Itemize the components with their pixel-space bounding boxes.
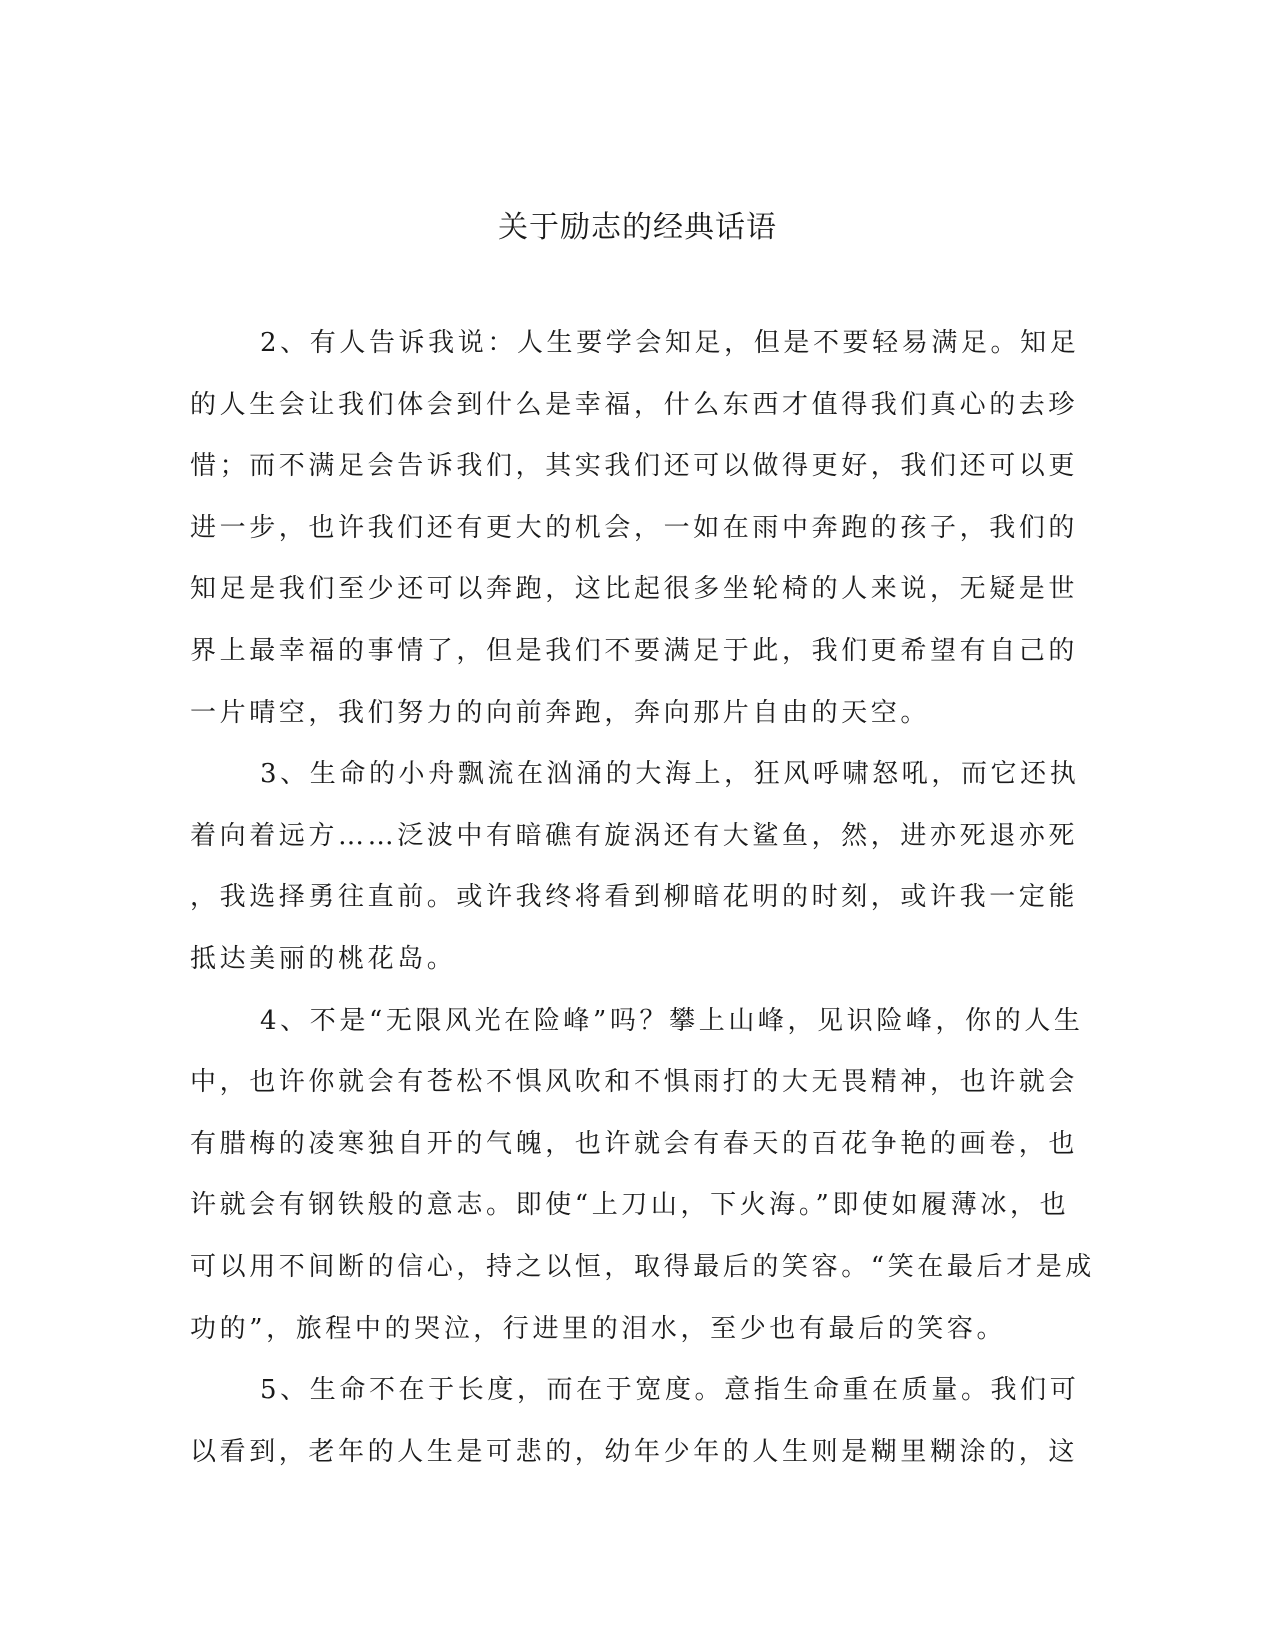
paragraph-2-line: 进一步，也许我们还有更大的机会，一如在雨中奔跑的孩子，我们的 (190, 512, 1079, 543)
paragraph-2-line: 惜；而不满足会告诉我们，其实我们还可以做得更好，我们还可以更 (190, 451, 1079, 482)
paragraph-5-line: 5、生命不在于长度，而在于宽度。意指生命重在质量。我们可 (260, 1375, 1080, 1406)
paragraph-3-line: 抵达美丽的桃花岛。 (190, 943, 457, 974)
paragraph-4-line: 许就会有钢铁般的意志。即使“上刀山，下火海。”即使如履薄冰，也 (190, 1190, 1070, 1221)
paragraph-4-line: 4、不是“无限风光在险峰”吗？攀上山峰，见识险峰，你的人生 (260, 1005, 1084, 1036)
document-title: 关于励志的经典话语 (498, 210, 777, 245)
paragraph-2-line: 知足是我们至少还可以奔跑，这比起很多坐轮椅的人来说，无疑是世 (190, 574, 1079, 605)
paragraph-2-line: 一片晴空，我们努力的向前奔跑，奔向那片自由的天空。 (190, 697, 931, 728)
paragraph-3-line: 着向着远方……泛波中有暗礁有旋涡还有大鲨鱼，然，进亦死退亦死 (190, 820, 1079, 851)
paragraph-4-line: 功的”，旅程中的哭泣，行进里的泪水，至少也有最后的笑容。 (190, 1313, 1007, 1344)
paragraph-2-line: 的人生会让我们体会到什么是幸福，什么东西才值得我们真心的去珍 (190, 389, 1079, 420)
paragraph-2-line: 界上最幸福的事情了，但是我们不要满足于此，我们更希望有自己的 (190, 635, 1079, 666)
paragraph-3-line: 3、生命的小舟飘流在汹涌的大海上，狂风呼啸怒吼，而它还执 (260, 759, 1080, 790)
paragraph-4-line: 可以用不间断的信心，持之以恒，取得最后的笑容。“笑在最后才是成 (190, 1251, 1095, 1282)
paragraph-4-line: 中，也许你就会有苍松不惧风吹和不惧雨打的大无畏精神，也许就会 (190, 1067, 1079, 1098)
paragraph-3-line: ，我选择勇往直前。或许我终将看到柳暗花明的时刻，或许我一定能 (190, 882, 1079, 913)
document-body (190, 323, 1095, 1493)
paragraph-4-line: 有腊梅的凌寒独自开的气魄，也许就会有春天的百花争艳的画卷，也 (190, 1128, 1079, 1159)
paragraph-5-line: 以看到，老年的人生是可悲的，幼年少年的人生则是糊里糊涂的，这 (190, 1436, 1079, 1467)
paragraph-2-line: 2、有人告诉我说：人生要学会知足，但是不要轻易满足。知足 (260, 328, 1080, 358)
